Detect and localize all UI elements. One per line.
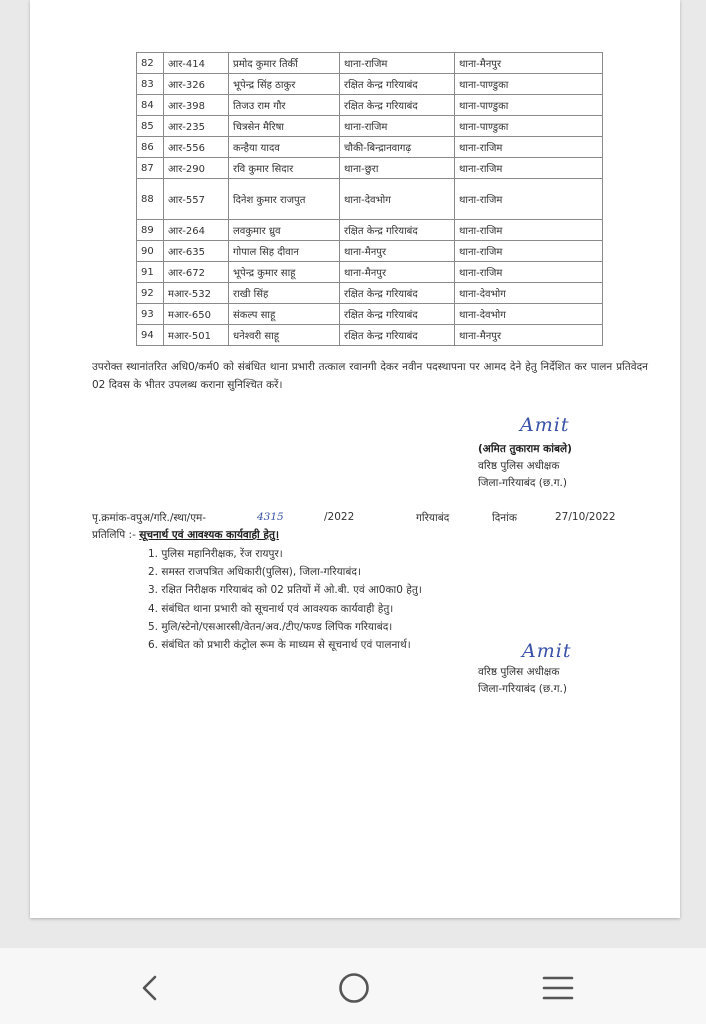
- cell-name: लवकुमार ध्रुव: [229, 220, 340, 241]
- cell-name: चित्रसेन मैरिषा: [229, 116, 340, 137]
- cell-to: थाना-राजिम: [455, 220, 603, 241]
- cell-from: थाना-छुरा: [340, 158, 455, 179]
- cell-to: थाना-राजिम: [455, 137, 603, 158]
- cell-code: आर-557: [164, 179, 229, 220]
- distribution-item: 4. संबंधित थाना प्रभारी को सूचनार्थ एवं आवश्यक कार्यवाही हेतु।: [148, 602, 394, 615]
- cell-from: रक्षित केन्द्र गरियाबंद: [340, 325, 455, 346]
- cell-to: थाना-पाण्डुका: [455, 116, 603, 137]
- android-nav-bar: [0, 948, 706, 1024]
- cell-code: आर-326: [164, 74, 229, 95]
- distribution-item: 6. संबंधित को प्रभारी कंट्रोल रूम के माध्यम से सूचनार्थ एवं पालनार्थ।: [148, 639, 411, 652]
- cell-from: थाना-मैनपुर: [340, 262, 455, 283]
- cell-name: तिजउ राम गौर: [229, 95, 340, 116]
- distribution-item: 5. मुलि/स्टेनो/एसआरसी/वेतन/अव./टीए/फण्ड लिपिक गरियाबंद।: [148, 620, 393, 633]
- cell-code: मआर-501: [164, 325, 229, 346]
- recent-apps-button[interactable]: [538, 968, 578, 1008]
- cell-name: दिनेश कुमार राजपुत: [229, 179, 340, 220]
- signatory2-designation: वरिष्ठ पुलिस अधीक्षक: [478, 666, 560, 678]
- table-row: [137, 158, 603, 179]
- signature-2: Amit: [522, 640, 572, 662]
- cell-code: आर-264: [164, 220, 229, 241]
- cell-from: थाना-राजिम: [340, 116, 455, 137]
- cell-code: आर-635: [164, 241, 229, 262]
- cell-to: थाना-राजिम: [455, 158, 603, 179]
- cell-sno: 87: [137, 158, 164, 179]
- cell-sno: 89: [137, 220, 164, 241]
- copy-to-subject: सूचनार्थ एवं आवश्यक कार्यवाही हेतु।: [139, 529, 279, 541]
- table-row: [137, 53, 603, 74]
- reference-place: गरियाबंद: [416, 512, 450, 524]
- signatory-name: (अमित तुकाराम कांबले): [478, 443, 572, 455]
- home-icon: [334, 968, 374, 1008]
- cell-from: रक्षित केन्द्र गरियाबंद: [340, 74, 455, 95]
- distribution-item: 2. समस्त राजपत्रित अधिकारी(पुलिस), जिला-गरियाबंद।: [148, 566, 361, 579]
- cell-from: चौकी-बिन्द्रानवागढ़: [340, 137, 455, 158]
- table-row: [137, 116, 603, 137]
- cell-from: रक्षित केन्द्र गरियाबंद: [340, 220, 455, 241]
- cell-to: थाना-राजिम: [455, 262, 603, 283]
- cell-to: थाना-मैनपुर: [455, 53, 603, 74]
- reference-prefix: पृ.क्रमांक-वपुअ/गरि./स्था/एम-: [92, 512, 207, 524]
- table-row: [137, 95, 603, 116]
- cell-to: थाना-राजिम: [455, 241, 603, 262]
- cell-sno: 82: [137, 53, 164, 74]
- cell-from: रक्षित केन्द्र गरियाबंद: [340, 283, 455, 304]
- reference-date-label: दिनांक: [492, 512, 517, 524]
- cell-to: थाना-पाण्डुका: [455, 74, 603, 95]
- table-row: [137, 137, 603, 158]
- distribution-item: 1. पुलिस महानिरीक्षक, रेंज रायपुर।: [148, 548, 283, 560]
- distribution-list: [148, 545, 422, 654]
- cell-code: आर-290: [164, 158, 229, 179]
- cell-to: थाना-पाण्डुका: [455, 95, 603, 116]
- cell-code: आर-235: [164, 116, 229, 137]
- signatory-district: जिला-गरियाबंद (छ.ग.): [478, 477, 567, 489]
- cell-name: राखी सिंह: [229, 283, 340, 304]
- cell-name: संकल्प साहू: [229, 304, 340, 325]
- cell-sno: 92: [137, 283, 164, 304]
- cell-sno: 88: [137, 179, 164, 220]
- cell-name: भूपेन्द्र सिंह ठाकुर: [229, 74, 340, 95]
- cell-code: आर-414: [164, 53, 229, 74]
- cell-sno: 90: [137, 241, 164, 262]
- table-row: [137, 74, 603, 95]
- reference-number: 4315: [257, 511, 284, 523]
- signatory2-district: जिला-गरियाबंद (छ.ग.): [478, 683, 567, 695]
- cell-from: थाना-राजिम: [340, 53, 455, 74]
- cell-sno: 85: [137, 116, 164, 137]
- table-row: [137, 220, 603, 241]
- table-row: [137, 179, 603, 220]
- cell-name: प्रमोद कुमार तिर्की: [229, 53, 340, 74]
- cell-code: आर-556: [164, 137, 229, 158]
- cell-sno: 84: [137, 95, 164, 116]
- cell-name: भूपेन्द्र कुमार साहू: [229, 262, 340, 283]
- signatory-block-2: [478, 664, 567, 698]
- cell-to: थाना-देवभोग: [455, 283, 603, 304]
- cell-name: धनेश्वरी साहू: [229, 325, 340, 346]
- cell-from: रक्षित केन्द्र गरियाबंद: [340, 95, 455, 116]
- distribution-item: 3. रक्षित निरीक्षक गरियाबंद को 02 प्रतियों में ओ.बी. एवं आ0का0 हेतु।: [148, 584, 422, 597]
- signatory-block-1: [478, 441, 572, 492]
- order-paragraph: उपरोक्त स्थानांतरित अधि0/कर्म0 को संबंधित थाना प्रभारी तत्काल रवानगी देकर नवीन पदस्थापना पर आमद देने हेतु निर्देशित कर पालन प्रतिवेदन 02 दिवस के भीतर उपलब्ध कराना सुनिश्चित करें।: [92, 361, 648, 391]
- back-button[interactable]: [130, 968, 170, 1008]
- cell-code: आर-398: [164, 95, 229, 116]
- transfer-table-body: [137, 53, 603, 346]
- cell-from: थाना-देवभोग: [340, 179, 455, 220]
- copy-to-heading: [92, 528, 279, 542]
- cell-code: मआर-650: [164, 304, 229, 325]
- cell-sno: 91: [137, 262, 164, 283]
- reference-year: /2022: [324, 511, 355, 523]
- cell-to: थाना-मैनपुर: [455, 325, 603, 346]
- cell-sno: 93: [137, 304, 164, 325]
- cell-to: थाना-देवभोग: [455, 304, 603, 325]
- table-row: [137, 304, 603, 325]
- cell-name: गोपाल सिह दीवान: [229, 241, 340, 262]
- cell-name: कन्हैया यादव: [229, 137, 340, 158]
- cell-code: मआर-532: [164, 283, 229, 304]
- signature-1: Amit: [520, 414, 570, 436]
- cell-name: रवि कुमार सिदार: [229, 158, 340, 179]
- table-row: [137, 241, 603, 262]
- table-row: [137, 325, 603, 346]
- cell-from: थाना-मैनपुर: [340, 241, 455, 262]
- back-icon: [130, 968, 170, 1008]
- cell-code: आर-672: [164, 262, 229, 283]
- menu-icon: [538, 968, 578, 1008]
- table-row: [137, 262, 603, 283]
- home-button[interactable]: [334, 968, 374, 1008]
- cell-sno: 83: [137, 74, 164, 95]
- cell-sno: 94: [137, 325, 164, 346]
- document-page: [30, 0, 680, 918]
- cell-to: थाना-राजिम: [455, 179, 603, 220]
- signatory-designation: वरिष्ठ पुलिस अधीक्षक: [478, 460, 560, 472]
- copy-to-label: प्रतिलिपि :-: [92, 529, 136, 541]
- table-row: [137, 283, 603, 304]
- reference-date: 27/10/2022: [555, 511, 616, 523]
- cell-from: रक्षित केन्द्र गरियाबंद: [340, 304, 455, 325]
- transfer-table: [136, 52, 603, 346]
- cell-sno: 86: [137, 137, 164, 158]
